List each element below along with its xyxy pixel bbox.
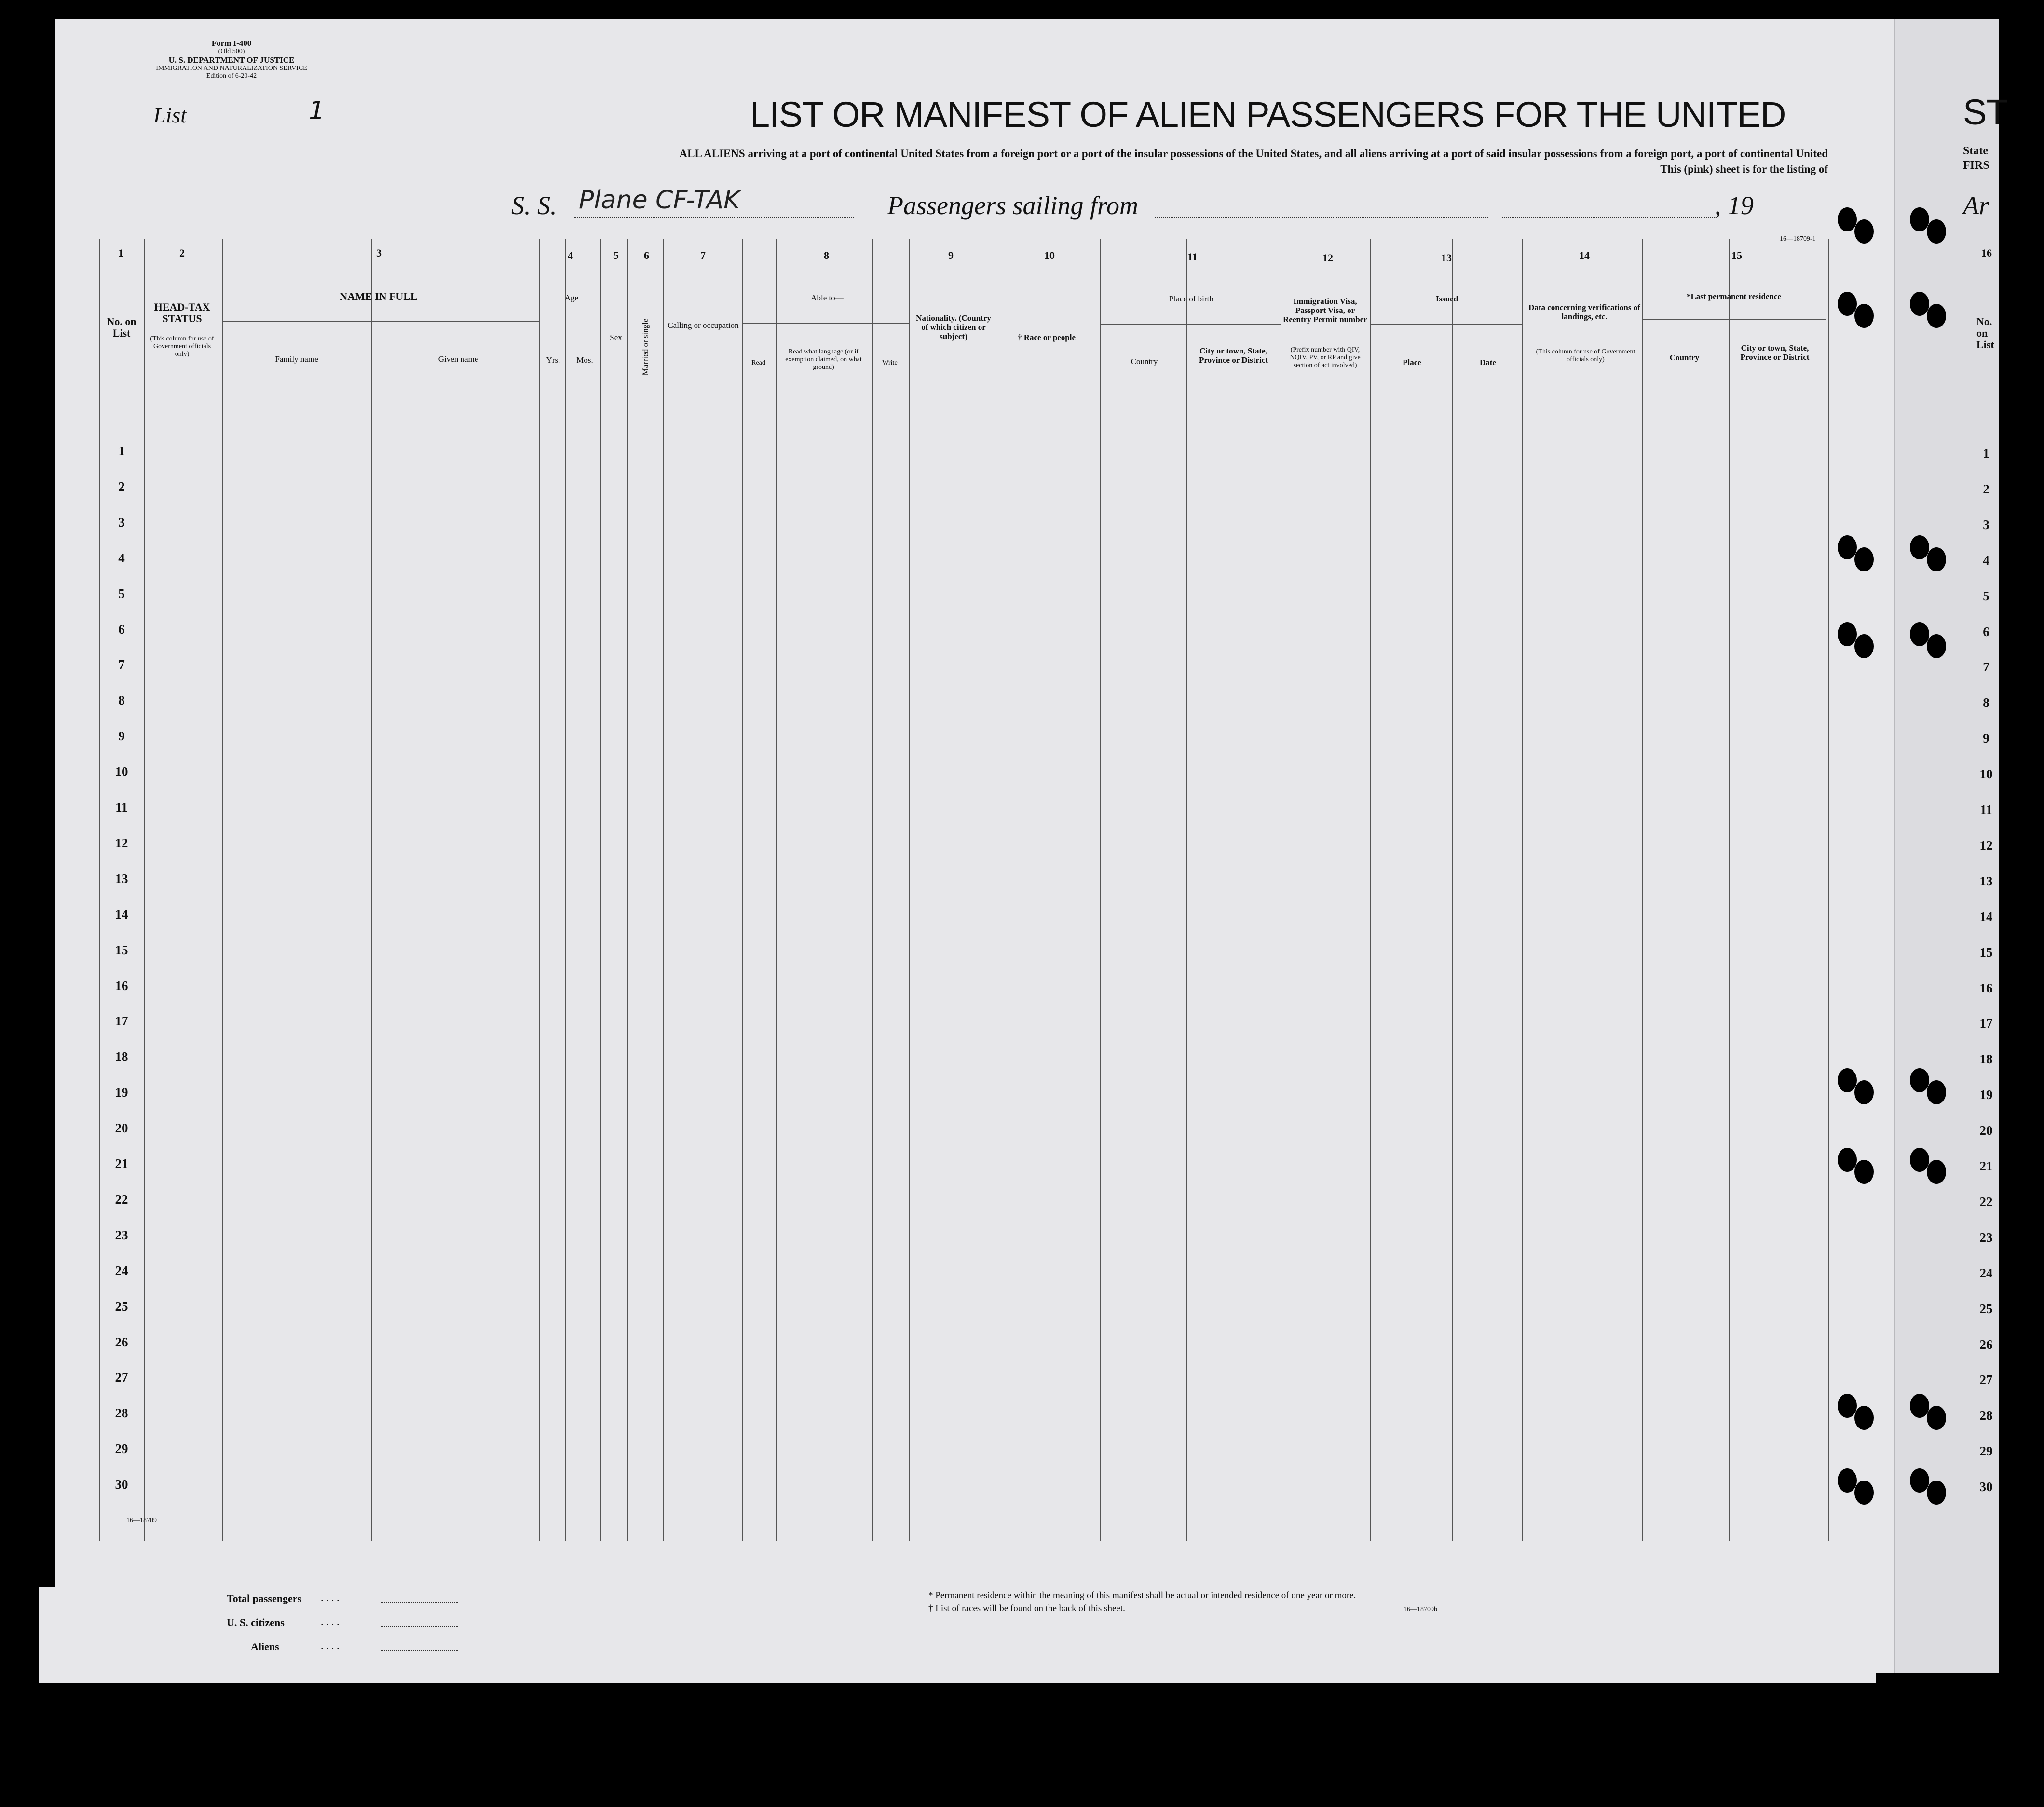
header-place-of-birth: Place of birth xyxy=(1169,294,1213,303)
row-number: 19 xyxy=(115,1085,128,1100)
subtitle-line1: ALL ALIENS arriving at a port of continental United States from a foreign port or a port of the insular possessions of the United States, and all aliens arriving at a port of said insular possessions from a foreign port, a port of continental United xyxy=(679,148,1828,160)
header-no-on-list: No. on List xyxy=(107,315,136,339)
row-number: 24 xyxy=(115,1263,128,1278)
punch-hole xyxy=(1854,1406,1874,1430)
punch-hole xyxy=(1838,622,1857,646)
side-text-state: State xyxy=(1963,145,1988,157)
header-issued-date: Date xyxy=(1480,358,1496,367)
footnote-code: 16—18709b xyxy=(1404,1606,1437,1613)
header-age-years: Yrs. xyxy=(546,355,560,365)
print-code-bottom: 16—18709 xyxy=(126,1517,157,1524)
print-code-top: 16—18709-1 xyxy=(1780,235,1816,243)
punch-hole xyxy=(1927,1080,1946,1104)
row-number-right: 27 xyxy=(1979,1372,1993,1387)
row-number-right: 12 xyxy=(1979,838,1993,853)
row-number-right: 24 xyxy=(1979,1265,1993,1280)
punch-hole xyxy=(1927,547,1946,571)
row-number-right: 6 xyxy=(1983,624,1989,639)
row-number: 9 xyxy=(118,729,125,744)
row-number: 27 xyxy=(115,1370,128,1385)
grid-vertical-line xyxy=(99,239,100,1541)
col-num-13: 13 xyxy=(1441,252,1452,264)
ship-name-line xyxy=(574,217,854,218)
row-number: 10 xyxy=(115,764,128,779)
punch-hole xyxy=(1910,1068,1929,1092)
row-number-right: 3 xyxy=(1983,517,1989,532)
header-birth-country: Country xyxy=(1131,357,1158,366)
grid-header-divider xyxy=(1100,324,1281,325)
row-number-right: 28 xyxy=(1979,1408,1993,1423)
punch-hole xyxy=(1910,1468,1929,1493)
header-age-months: Mos. xyxy=(576,355,593,365)
page-title: LIST OR MANIFEST OF ALIEN PASSENGERS FOR THE UNITED xyxy=(750,95,1786,135)
col-num-16: 16 xyxy=(1981,247,1992,259)
footnote-residence: * Permanent residence within the meaning of this manifest shall be actual or intended residence of one year or more. xyxy=(928,1590,1356,1601)
punch-hole xyxy=(1927,1160,1946,1184)
grid-vertical-line xyxy=(1370,239,1371,1541)
us-citizens-field[interactable] xyxy=(381,1626,458,1627)
header-head-tax-status: HEAD-TAX STATUS xyxy=(154,301,210,325)
header-race: † Race or people xyxy=(1017,333,1076,342)
row-number-right: 17 xyxy=(1979,1016,1993,1031)
grid-vertical-line xyxy=(663,239,664,1541)
row-number-right: 19 xyxy=(1979,1087,1993,1102)
total-passengers-label: Total passengers xyxy=(227,1592,302,1604)
row-number: 2 xyxy=(118,479,125,494)
header-nationality: Nationality. (Country of which citizen or subject) xyxy=(916,313,991,341)
row-number: 4 xyxy=(118,550,125,565)
header-able-to: Able to— xyxy=(811,293,844,302)
header-verification-note: (This column for use of Government officials only) xyxy=(1536,348,1635,363)
row-number-right: 21 xyxy=(1979,1159,1993,1173)
header-issued: Issued xyxy=(1435,294,1458,303)
header-birth-city: City or town, State, Province or District xyxy=(1199,346,1268,365)
grid-vertical-line xyxy=(1100,239,1101,1541)
total-passengers-leader: . . . . xyxy=(321,1591,340,1603)
grid-vertical-line xyxy=(627,239,628,1541)
punch-hole xyxy=(1910,535,1929,559)
row-number: 17 xyxy=(115,1014,128,1029)
header-age: Age xyxy=(564,293,579,302)
header-calling-occupation: Calling or occupation xyxy=(668,321,739,330)
title-continuation: ST xyxy=(1963,92,2008,132)
grid-header-divider xyxy=(742,323,909,324)
arriving-cut-label: Ar xyxy=(1963,191,1989,220)
form-department: U. S. DEPARTMENT OF JUSTICE xyxy=(168,55,295,65)
punch-hole xyxy=(1927,219,1946,244)
form-id-block xyxy=(130,39,333,80)
grid-vertical-line xyxy=(776,239,777,1541)
col-num-11: 11 xyxy=(1187,251,1198,263)
header-read: Read xyxy=(751,359,765,367)
header-issued-place: Place xyxy=(1403,358,1421,367)
footnote-races: † List of races will be found on the back of this sheet. xyxy=(928,1603,1125,1614)
row-number: 15 xyxy=(115,942,128,957)
aliens-field[interactable] xyxy=(381,1650,458,1651)
grid-vertical-line xyxy=(144,239,145,1541)
grid-header-divider xyxy=(1642,319,1826,320)
grid-vertical-line xyxy=(539,239,540,1541)
row-number-right: 16 xyxy=(1979,980,1993,995)
form-service: IMMIGRATION AND NATURALIZATION SERVICE xyxy=(156,65,307,72)
header-residence-city: City or town, State, Province or District xyxy=(1740,343,1810,362)
subtitle-line2: This (pink) sheet is for the listing of xyxy=(1660,163,1828,175)
row-number: 26 xyxy=(115,1334,128,1349)
punch-hole xyxy=(1838,207,1857,231)
col-num-5: 5 xyxy=(613,249,619,261)
header-write: Write xyxy=(882,359,898,367)
row-number-right: 30 xyxy=(1979,1480,1993,1495)
aliens-leader: . . . . xyxy=(321,1640,340,1652)
sheet-bottom-strip xyxy=(39,1587,1876,1683)
grid-header-divider xyxy=(222,321,539,322)
grid-header-divider xyxy=(1370,324,1522,325)
punch-hole xyxy=(1838,292,1857,316)
list-value[interactable]: 1 xyxy=(309,96,325,125)
row-number-right: 2 xyxy=(1983,481,1989,496)
grid-vertical-line xyxy=(1729,239,1730,1541)
header-given-name: Given name xyxy=(438,354,478,364)
sailing-from-field[interactable] xyxy=(1155,217,1488,218)
row-number-right: 25 xyxy=(1979,1301,1993,1316)
form-number: Form I-400 xyxy=(211,39,252,48)
col-num-15: 15 xyxy=(1731,249,1742,261)
row-number-right: 9 xyxy=(1983,731,1989,746)
row-number: 25 xyxy=(115,1299,128,1314)
grid-vertical-line xyxy=(909,239,910,1541)
us-citizens-label: U. S. citizens xyxy=(227,1617,285,1629)
grid-vertical-line xyxy=(1642,239,1643,1541)
row-number: 11 xyxy=(115,800,128,815)
header-visa-note: (Prefix number with QIV, NQIV, PV, or RP and give section of act involved) xyxy=(1290,346,1361,369)
grid-vertical-line xyxy=(1186,239,1187,1541)
header-verification-data: Data concerning verifications of landings, etc. xyxy=(1528,303,1640,321)
col-num-10: 10 xyxy=(1044,249,1055,261)
punch-hole xyxy=(1854,304,1874,328)
punch-hole xyxy=(1910,292,1929,316)
punch-hole xyxy=(1927,1481,1946,1505)
row-number: 5 xyxy=(118,586,125,601)
row-number-right: 11 xyxy=(1980,802,1992,817)
row-number: 14 xyxy=(115,907,128,922)
side-text-first: FIRS xyxy=(1963,159,1989,172)
row-number-right: 8 xyxy=(1983,695,1989,710)
header-last-residence: *Last permanent residence xyxy=(1686,292,1782,301)
header-read-language: Read what language (or if exemption claimed, on what ground) xyxy=(785,348,862,371)
col-num-2: 2 xyxy=(179,247,185,259)
row-number: 30 xyxy=(115,1477,128,1492)
grid-vertical-line xyxy=(222,239,223,1541)
row-number: 29 xyxy=(115,1441,128,1456)
row-number: 21 xyxy=(115,1156,128,1171)
punch-hole xyxy=(1854,634,1874,658)
header-family-name: Family name xyxy=(275,354,318,364)
row-number-right: 15 xyxy=(1979,945,1993,960)
row-number: 28 xyxy=(115,1406,128,1421)
grid-vertical-line xyxy=(742,239,743,1541)
row-number-right: 1 xyxy=(1983,446,1989,461)
grid-vertical-line xyxy=(872,239,873,1541)
row-number-right: 18 xyxy=(1979,1052,1993,1067)
punch-hole xyxy=(1927,1406,1946,1430)
year-label: , 19 xyxy=(1715,191,1754,220)
row-number: 23 xyxy=(115,1227,128,1242)
row-number: 16 xyxy=(115,978,128,993)
punch-hole xyxy=(1838,1468,1857,1493)
header-visa-number: Immigration Visa, Passport Visa, or Reentry Permit number xyxy=(1283,297,1367,324)
list-label: List xyxy=(153,103,187,127)
row-number: 22 xyxy=(115,1192,128,1207)
col-num-3: 3 xyxy=(376,247,382,259)
grid-vertical-line xyxy=(1452,239,1453,1541)
row-number: 12 xyxy=(115,835,128,850)
header-no-on-list-right: No. on List xyxy=(1976,316,1994,351)
header-head-tax-note: (This column for use of Government officials only) xyxy=(150,335,214,358)
punch-hole xyxy=(1854,547,1874,571)
row-number: 13 xyxy=(115,871,128,886)
total-passengers-field[interactable] xyxy=(381,1602,458,1603)
punch-hole xyxy=(1838,1394,1857,1418)
col-num-14: 14 xyxy=(1579,249,1590,261)
row-number-right: 4 xyxy=(1983,553,1989,568)
punch-hole xyxy=(1854,1481,1874,1505)
row-number-right: 7 xyxy=(1983,660,1989,675)
grid-vertical-line xyxy=(1828,239,1829,1541)
header-sex: Sex xyxy=(610,333,622,342)
row-number-right: 14 xyxy=(1979,909,1993,924)
punch-hole xyxy=(1910,1148,1929,1172)
row-number-right: 29 xyxy=(1979,1444,1993,1459)
punch-hole xyxy=(1927,304,1946,328)
col-num-1: 1 xyxy=(118,247,123,259)
row-number: 1 xyxy=(118,444,125,458)
punch-hole xyxy=(1854,219,1874,244)
col-num-4: 4 xyxy=(568,249,573,261)
punch-hole xyxy=(1910,622,1929,646)
punch-hole xyxy=(1910,207,1929,231)
grid-vertical-line xyxy=(565,239,566,1541)
row-number-right: 23 xyxy=(1979,1230,1993,1245)
punch-hole xyxy=(1838,535,1857,559)
sailing-from-label: Passengers sailing from xyxy=(887,191,1139,220)
punch-hole xyxy=(1854,1160,1874,1184)
punch-hole xyxy=(1910,1394,1929,1418)
punch-hole xyxy=(1838,1068,1857,1092)
col-num-6: 6 xyxy=(644,249,649,261)
ship-prefix: S. S. xyxy=(511,191,557,220)
col-num-12: 12 xyxy=(1322,252,1333,264)
sailing-date-field[interactable] xyxy=(1502,217,1715,218)
row-number: 7 xyxy=(118,657,125,672)
form-old: (Old 500) xyxy=(218,48,245,55)
col-num-8: 8 xyxy=(824,249,829,261)
grid-vertical-line xyxy=(1522,239,1523,1541)
form-edition: Edition of 6-20-42 xyxy=(206,72,257,80)
row-number-right: 26 xyxy=(1979,1337,1993,1352)
row-number: 6 xyxy=(118,622,125,637)
us-citizens-leader: . . . . xyxy=(321,1616,340,1628)
punch-hole xyxy=(1854,1080,1874,1104)
aliens-label: Aliens xyxy=(251,1641,279,1653)
grid-vertical-line xyxy=(371,239,372,1541)
grid-vertical-line xyxy=(600,239,601,1541)
col-num-9: 9 xyxy=(948,249,954,261)
ship-name[interactable]: Plane CF-TAK xyxy=(579,186,740,215)
row-number-right: 20 xyxy=(1979,1123,1993,1138)
row-number-right: 22 xyxy=(1979,1194,1993,1209)
row-number: 3 xyxy=(118,515,125,530)
header-residence-country: Country xyxy=(1669,353,1700,362)
row-number-right: 13 xyxy=(1979,873,1993,888)
row-number: 20 xyxy=(115,1121,128,1136)
punch-hole xyxy=(1927,634,1946,658)
row-number: 18 xyxy=(115,1049,128,1064)
punch-hole xyxy=(1838,1148,1857,1172)
manifest-sheet xyxy=(55,19,1894,1673)
row-number-right: 10 xyxy=(1979,767,1993,782)
header-married-single: Married or single xyxy=(640,318,650,376)
col-num-7: 7 xyxy=(700,249,706,261)
header-name-in-full: NAME IN FULL xyxy=(340,290,418,302)
row-number-right: 5 xyxy=(1983,588,1989,603)
row-number: 8 xyxy=(118,693,125,708)
